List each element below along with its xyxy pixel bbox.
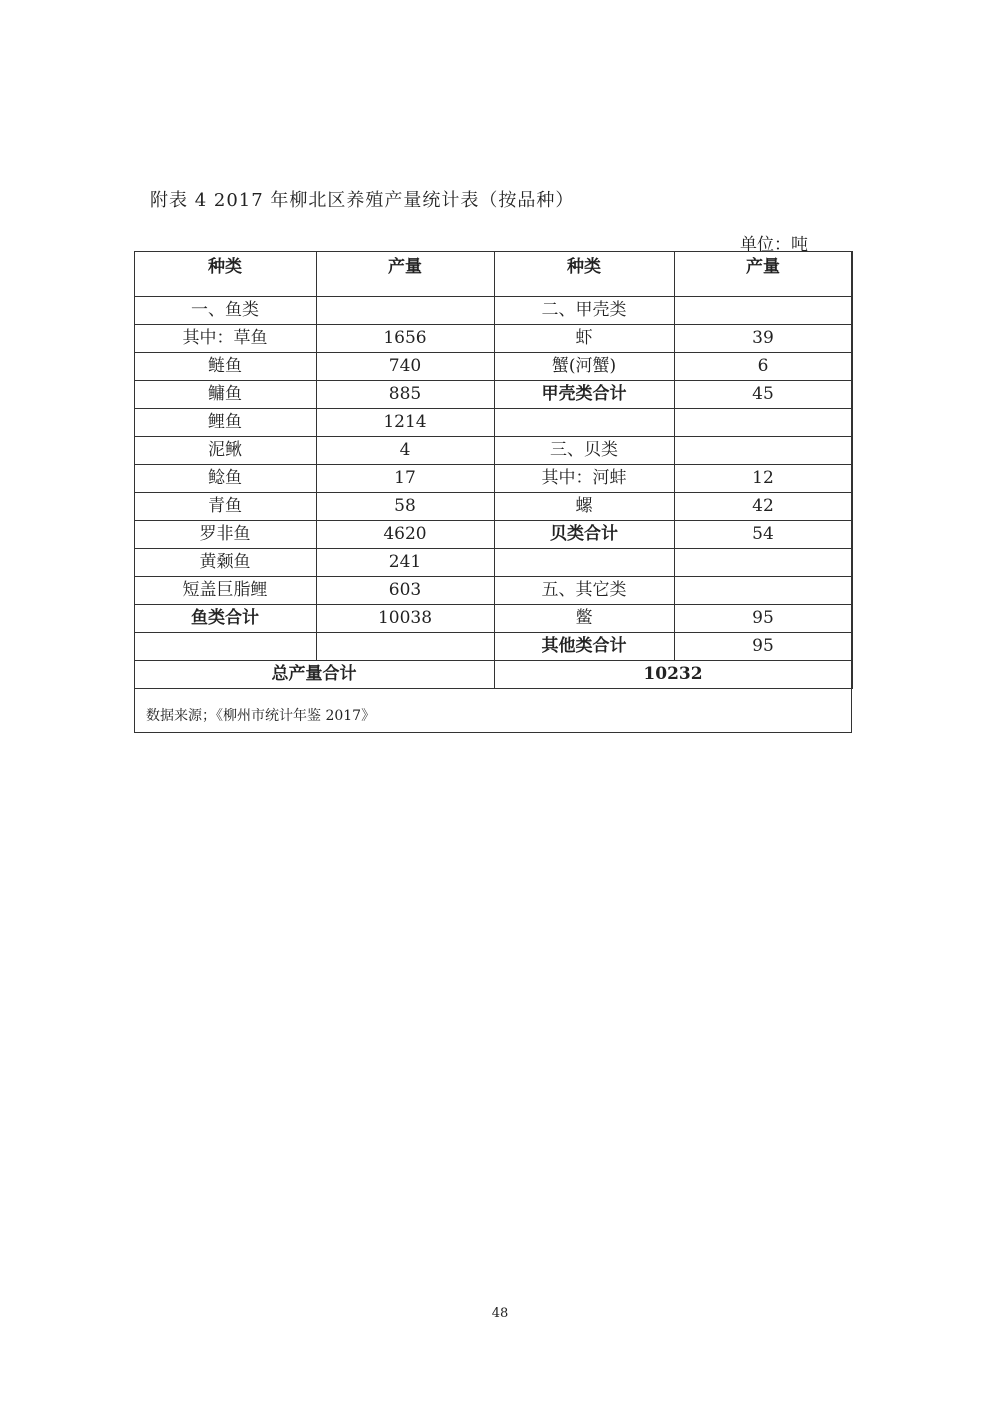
output-cell: [674, 548, 852, 576]
species-cell: 黄颡鱼: [134, 548, 316, 576]
output-cell: 241: [316, 548, 494, 576]
header-species: 种类: [134, 251, 316, 296]
output-cell: [674, 408, 852, 436]
page-number: 48: [491, 1306, 509, 1321]
header-output: 产量: [316, 251, 494, 296]
species-cell: [134, 632, 316, 660]
species-cell: 三、贝类: [494, 436, 674, 464]
output-cell: 885: [316, 380, 494, 408]
output-cell: 1656: [316, 324, 494, 352]
table-row: [134, 632, 852, 660]
table-row: [134, 380, 852, 408]
species-cell: 鳙鱼: [134, 380, 316, 408]
species-cell: 其他类合计: [494, 632, 674, 660]
table-row: [134, 604, 852, 632]
output-cell: 12: [674, 464, 852, 492]
species-cell: 短盖巨脂鲤: [134, 576, 316, 604]
species-cell: 贝类合计: [494, 520, 674, 548]
output-cell: [674, 576, 852, 604]
table-row: [134, 576, 852, 604]
output-cell: 95: [674, 604, 852, 632]
table-row: [134, 296, 852, 324]
output-cell: 4620: [316, 520, 494, 548]
output-cell: 17: [316, 464, 494, 492]
species-cell: 二、甲壳类: [494, 296, 674, 324]
table-row: [134, 548, 852, 576]
unit-label: 单位：吨: [740, 235, 808, 255]
table-row: [134, 436, 852, 464]
statistics-table: [134, 251, 852, 733]
species-cell: [494, 408, 674, 436]
output-cell: 740: [316, 352, 494, 380]
total-label: 总产量合计: [134, 660, 494, 688]
table-row: [134, 408, 852, 436]
species-cell: 蟹(河蟹): [494, 352, 674, 380]
output-cell: 4: [316, 436, 494, 464]
output-cell: [674, 296, 852, 324]
output-cell: 603: [316, 576, 494, 604]
output-cell: 42: [674, 492, 852, 520]
species-cell: 甲壳类合计: [494, 380, 674, 408]
species-cell: 虾: [494, 324, 674, 352]
table-header-row: [134, 251, 852, 296]
total-row: [134, 660, 852, 688]
table-row: [134, 520, 852, 548]
output-cell: 54: [674, 520, 852, 548]
species-cell: 其中：草鱼: [134, 324, 316, 352]
output-cell: 6: [674, 352, 852, 380]
table-title: 附表 4 2017 年柳北区养殖产量统计表（按品种）: [150, 190, 575, 211]
table-row: [134, 352, 852, 380]
total-value: 10232: [494, 660, 852, 688]
species-cell: 一、鱼类: [134, 296, 316, 324]
species-cell: 罗非鱼: [134, 520, 316, 548]
header-species: 种类: [494, 251, 674, 296]
species-cell: [494, 548, 674, 576]
table-row: [134, 324, 852, 352]
output-cell: [316, 632, 494, 660]
species-cell: 青鱼: [134, 492, 316, 520]
table-row: [134, 492, 852, 520]
output-cell: 45: [674, 380, 852, 408]
species-cell: 其中：河蚌: [494, 464, 674, 492]
species-cell: 五、其它类: [494, 576, 674, 604]
species-cell: 鲢鱼: [134, 352, 316, 380]
table-row: [134, 464, 852, 492]
output-cell: 10038: [316, 604, 494, 632]
output-cell: 1214: [316, 408, 494, 436]
species-cell: 螺: [494, 492, 674, 520]
output-cell: 95: [674, 632, 852, 660]
species-cell: 鲶鱼: [134, 464, 316, 492]
species-cell: 鳖: [494, 604, 674, 632]
output-cell: [674, 436, 852, 464]
output-cell: 58: [316, 492, 494, 520]
header-output: 产量: [674, 251, 852, 296]
output-cell: [316, 296, 494, 324]
species-cell: 鲤鱼: [134, 408, 316, 436]
species-cell: 泥鳅: [134, 436, 316, 464]
output-cell: 39: [674, 324, 852, 352]
data-source-note: 数据来源；《柳州市统计年鉴 2017》: [146, 708, 376, 724]
species-cell: 鱼类合计: [134, 604, 316, 632]
